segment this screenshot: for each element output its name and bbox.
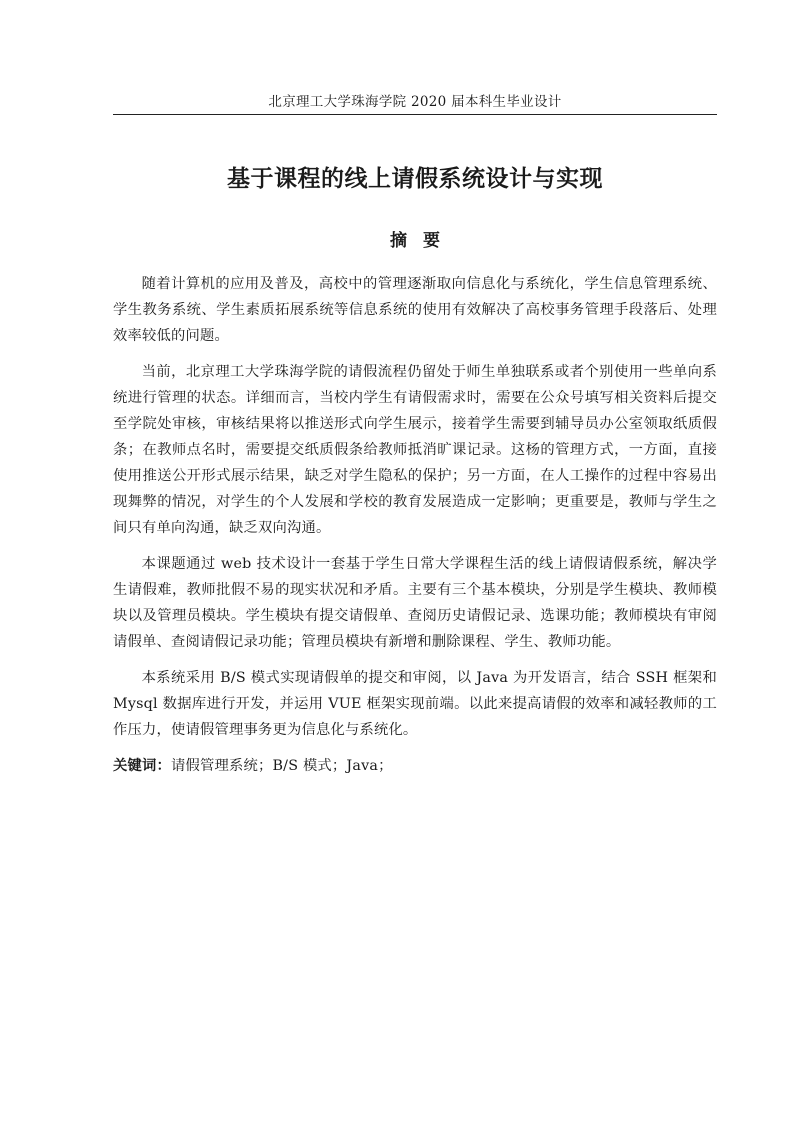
abstract-paragraph-3: 本课题通过 web 技术设计一套基于学生日常大学课程生活的线上请假请假系统，解决学生请假难，教师批假不易的现实状况和矛盾。主要有三个基本模块，分别是学生模块、教师模块以及管理员模块。学生模块有提交请假单、查阅历史请假记录、选课功能；教师模块有审阅请假单、查阅请假记录功能；管理员模块有新增和删除课程、学生、教师功能。 bbox=[113, 556, 717, 650]
abstract-heading: 摘要 bbox=[390, 231, 456, 251]
keywords-line bbox=[113, 753, 717, 779]
keywords-value: 请假管理系统；B/S 模式；Java； bbox=[171, 758, 393, 774]
header-rule bbox=[113, 114, 717, 115]
abstract-paragraph-1: 随着计算机的应用及普及，高校中的管理逐渐取向信息化与系统化，学生信息管理系统、学生教务系统、学生素质拓展系统等信息系统的使用有效解决了高校事务管理手段落后、处理效率较低的问题。 bbox=[113, 276, 717, 344]
abstract-body bbox=[113, 271, 717, 779]
abstract-paragraph-2: 当前，北京理工大学珠海学院的请假流程仍留处于师生单独联系或者个别使用一些单向系统进行管理的状态。详细而言，当校内学生有请假需求时，需要在公众号填写相关资料后提交至学院处审核，审核结果将以推送形式向学生展示，接着学生需要到辅导员办公室领取纸质假条；在教师点名时，需要提交纸质假条给教师抵消旷课记录。这杨的管理方式，一方面，直接使用推送公开形式展示结果，缺乏对学生隐私的保护；另一方面，在人工操作的过程中容易出现舞弊的情况，对学生的个人发展和学校的教育发展造成一定影响；更重要是，教师与学生之间只有单向沟通，缺乏双向沟通。 bbox=[113, 364, 717, 536]
keywords-label: 关键词： bbox=[113, 758, 171, 774]
abstract-paragraph-4: 本系统采用 B/S 模式实现请假单的提交和审阅，以 Java 为开发语言，结合 SSH 框架和 Mysql 数据库进行开发，并运用 VUE 框架实现前端。以此来提高请假的效率和减轻教师的工作压力，使请假管理事务更为信息化与系统化。 bbox=[113, 670, 717, 738]
running-header: 北京理工大学珠海学院 2020 届本科生毕业设计 bbox=[268, 94, 562, 110]
document-title: 基于课程的线上请假系统设计与实现 bbox=[227, 166, 603, 192]
